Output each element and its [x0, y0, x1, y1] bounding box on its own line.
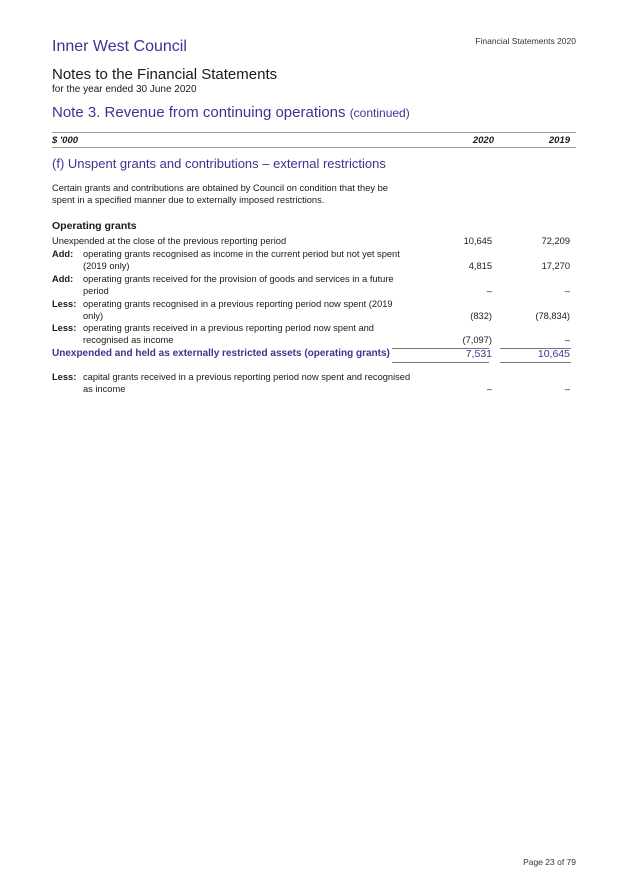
total-divider: [500, 362, 571, 363]
column-2019: 2019: [548, 135, 570, 146]
note-continued: (continued): [349, 106, 410, 120]
row-value-2019: 17,270: [541, 261, 570, 271]
row-label: Add:: [52, 274, 74, 284]
row-value-2019: –: [564, 384, 570, 394]
total-value-2020: 7,531: [465, 348, 492, 360]
operating-grants-title: Operating grants: [52, 220, 137, 232]
page-title: Notes to the Financial Statements: [52, 66, 278, 83]
row-text: operating grants recognised as income in the current period but not yet spent (2019 only): [83, 249, 400, 271]
row-value-2019: (78,834): [535, 311, 570, 321]
row-value-2020: (7,097): [462, 335, 492, 345]
section-title: (f) Unspent grants and contributions – external restrictions: [52, 156, 386, 171]
note-heading: [52, 104, 410, 121]
organisation-name: Inner West Council: [52, 38, 187, 55]
total-value-2019: 10,645: [537, 348, 570, 360]
row-value-2019: 72,209: [541, 236, 570, 246]
note-heading-text: Note 3. Revenue from continuing operations: [52, 104, 346, 121]
row-label: Less:: [52, 372, 77, 382]
row-text: operating grants received in a previous reporting period now spent and recognised as income: [83, 323, 374, 345]
page-subtitle: for the year ended 30 June 2020: [52, 84, 197, 95]
row-text: capital grants received in a previous reporting period now spent and recognised as income: [83, 372, 411, 394]
section-intro: Certain grants and contributions are obtained by Council on condition that they be spent in a specified manner due to externally imposed restrictions.: [52, 183, 388, 205]
total-row: [52, 348, 576, 362]
total-text: Unexpended and held as externally restricted assets (operating grants): [52, 348, 390, 359]
report-name: Financial Statements 2020: [475, 36, 576, 46]
row-value-2020: 10,645: [463, 236, 492, 246]
row-text: operating grants recognised in a previous reporting period now spent (2019 only): [83, 299, 393, 321]
unit-label: $ '000: [52, 135, 79, 146]
table-header: [52, 132, 576, 148]
row-label: Less:: [52, 299, 77, 309]
row-value-2020: (832): [470, 311, 492, 321]
row-value-2019: –: [564, 335, 570, 345]
column-2020: 2020: [472, 135, 494, 146]
total-divider: [392, 362, 489, 363]
row-label: Less:: [52, 323, 77, 333]
row-value-2020: –: [486, 286, 492, 296]
row-label: Add:: [52, 249, 74, 259]
row-text: Unexpended at the close of the previous reporting period: [52, 236, 287, 246]
row-value-2020: 4,815: [468, 261, 492, 271]
row-text: operating grants received for the provision of goods and services in a future period: [83, 274, 394, 296]
page-number: Page 23 of 79: [523, 857, 576, 867]
row-value-2020: –: [486, 384, 492, 394]
row-value-2019: –: [564, 286, 570, 296]
